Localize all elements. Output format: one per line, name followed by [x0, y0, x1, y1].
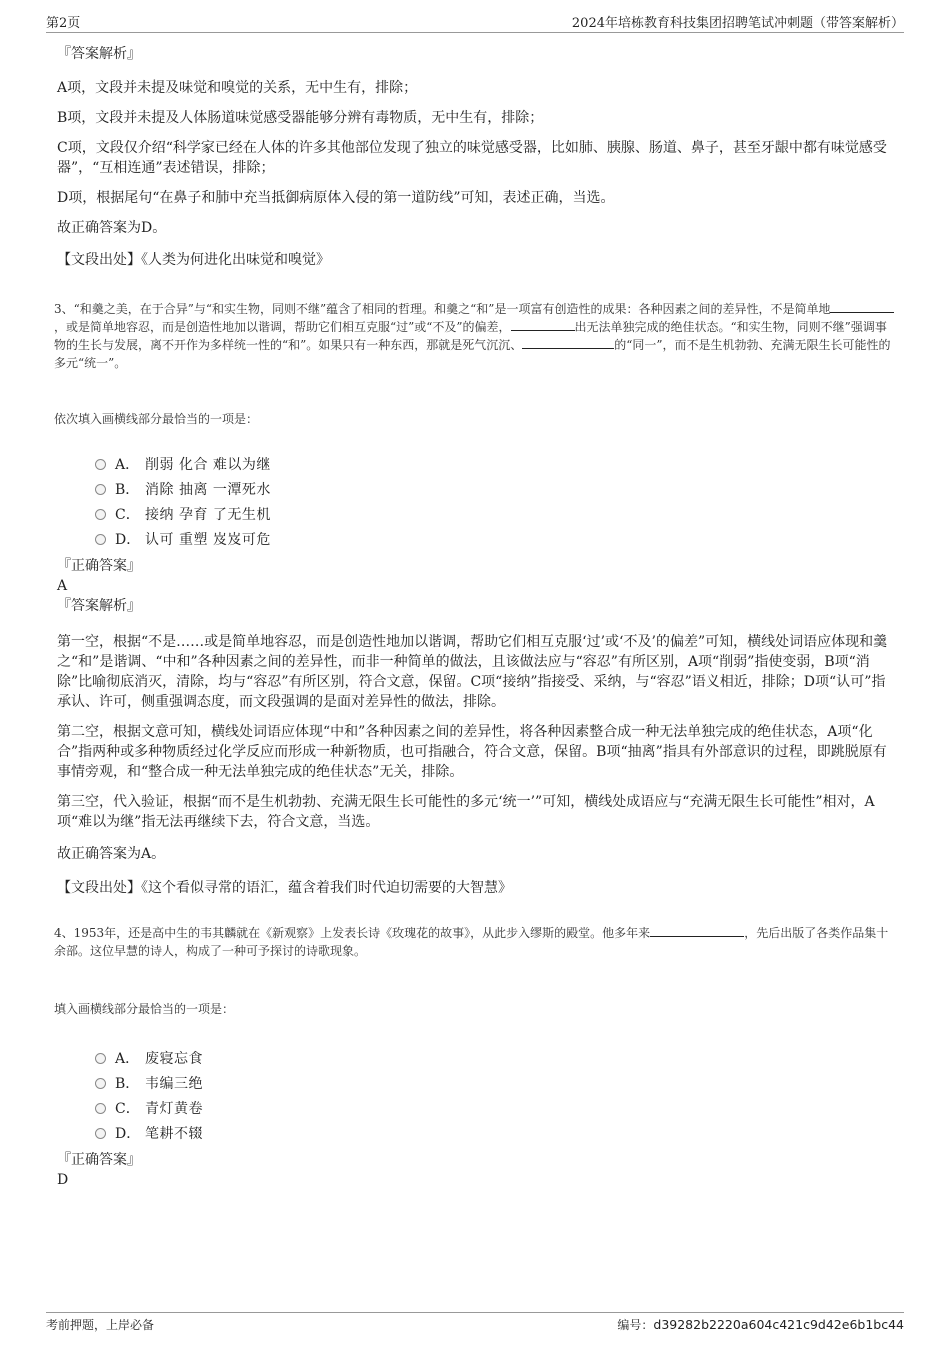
analysis-paragraph: A项，文段并未提及味觉和嗅觉的关系，无中生有，排除；	[57, 80, 418, 96]
page-number: 第2页	[46, 16, 81, 31]
radio-icon[interactable]	[95, 1128, 106, 1139]
question-prompt: 依次填入画横线部分最恰当的一项是：	[54, 412, 259, 426]
option-b[interactable]: B． 消除 抽离 一潭死水	[95, 477, 897, 502]
analysis-paragraph: 第二空，根据文意可知，横线处词语应体现“中和”各种因素之间的差异性，将各种因素整合成一种无法单独完成的绝佳状态，A项“化合”指两种或多种物质经过化学反应而形成一种新物质，也可指融合，符合文意，保留。B项“抽离”指具有外部意识的过程，即跳脱原有事情旁观，和“整合成一种无法单独完成的绝佳状态”无关，排除。	[57, 724, 887, 780]
radio-icon[interactable]	[95, 534, 106, 545]
radio-icon[interactable]	[95, 509, 106, 520]
option-c[interactable]: C． 接纳 孕育 了无生机	[95, 502, 897, 527]
footer-slogan: 考前押题，上岸必备	[46, 1318, 155, 1332]
footer-divider	[46, 1312, 904, 1313]
radio-icon[interactable]	[95, 1103, 106, 1114]
analysis-label: 『答案解析』	[57, 46, 141, 62]
document-title: 2024年培栋教育科技集团招聘笔试冲刺题（带答案解析）	[571, 16, 904, 31]
answer-conclusion: 故正确答案为A。	[57, 846, 166, 862]
fill-blank	[830, 300, 894, 313]
option-c[interactable]: C． 青灯黄卷	[95, 1096, 897, 1121]
answer-value: D	[57, 1172, 69, 1188]
fill-blank	[650, 924, 744, 937]
radio-icon[interactable]	[95, 1053, 106, 1064]
answer-value: A	[57, 578, 68, 594]
analysis-paragraph: C项，文段仅介绍“科学家已经在人体的许多其他部位发现了独立的味觉感受器，比如肺、胰腺、肠道、鼻子，甚至牙龈中都有味觉感受器”，“互相连通”表述错误，排除；	[57, 140, 887, 176]
option-a[interactable]: A． 削弱 化合 难以为继	[95, 452, 897, 477]
source-citation: 【文段出处】《人类为何进化出味觉和嗅觉》	[57, 252, 330, 268]
document-code: 编号：d39282b2220a604c421c9d42e6b1bc44	[617, 1317, 904, 1332]
radio-icon[interactable]	[95, 459, 106, 470]
question-prompt: 填入画横线部分最恰当的一项是：	[54, 1002, 235, 1016]
question-4-text: 4、1953年，还是高中生的韦其麟就在《新观察》上发表长诗《玫瑰花的故事》，从此步入缪斯的殿堂。他多年来 ，先后出版了各类作品集十余部。这位早慧的诗人，构成了一种可予探讨的诗歌现象。	[54, 926, 889, 958]
header-divider	[46, 32, 904, 33]
page-content	[54, 44, 897, 1190]
radio-icon[interactable]	[95, 484, 106, 495]
answer-label: 『正确答案』	[57, 558, 141, 574]
fill-blank	[522, 336, 614, 349]
option-b[interactable]: B． 韦编三绝	[95, 1071, 897, 1096]
option-d[interactable]: D． 笔耕不辍	[95, 1121, 897, 1146]
analysis-paragraph: D项，根据尾句“在鼻子和肺中充当抵御病原体入侵的第一道防线”可知，表述正确，当选。	[57, 190, 615, 206]
analysis-paragraph: 第一空，根据“不是……或是简单地容忍，而是创造性地加以谐调，帮助它们相互克服‘过’或‘不及’的偏差”可知，横线处词语应体现和羹之“和”是谐调、“中和”各种因素之间的差异性，而非一种简单的做法，且该做法应与“容忍”有所区别，A项“削弱”指使变弱，B项“消除”比喻彻底消灭，清除，均与“容忍”有所区别，符合文意，保留。C项“接纳”指接受、采纳，与“容忍”语义相近，排除；D项“认可”指承认、许可，侧重强调态度，而文段强调的是面对差异性的做法，排除。	[57, 634, 888, 710]
answer-conclusion: 故正确答案为D。	[57, 220, 167, 236]
analysis-paragraph: 第三空，代入验证，根据“而不是生机勃勃、充满无限生长可能性的多元‘统一’”可知，横线处成语应与“充满无限生长可能性”相对，A项“难以为继”指无法再继续下去，符合文意，当选。	[57, 794, 875, 830]
question-3-text: 3、“和羹之美，在于合异”与“和实生物，同则不继”蕴含了相同的哲理。和羹之“和”是一项富有创造性的成果：各种因素之间的差异性，不是简单地，或是简单地容忍，而是创造性地加以谐调，帮助它们相互克服“过”或“不及”的偏差， 出无法单独完成的绝佳状态。“和实生物，同则不继”强调事物的生长与发展，离不开作为多样统一性的“和”。如果只有一种东西，那就是死气沉沉、 的“同一”，而不是生机勃勃、充满无限生长可能性的多元“统一”。	[54, 300, 897, 372]
source-citation: 【文段出处】《这个看似寻常的语汇，蕴含着我们时代迫切需要的大智慧》	[57, 880, 512, 896]
fill-blank	[511, 318, 575, 331]
option-a[interactable]: A． 废寝忘食	[95, 1046, 897, 1071]
analysis-label: 『答案解析』	[57, 598, 141, 614]
answer-label: 『正确答案』	[57, 1152, 141, 1168]
option-d[interactable]: D． 认可 重塑 岌岌可危	[95, 527, 897, 552]
radio-icon[interactable]	[95, 1078, 106, 1089]
analysis-paragraph: B项，文段并未提及人体肠道味觉感受器能够分辨有毒物质，无中生有，排除；	[57, 110, 544, 126]
